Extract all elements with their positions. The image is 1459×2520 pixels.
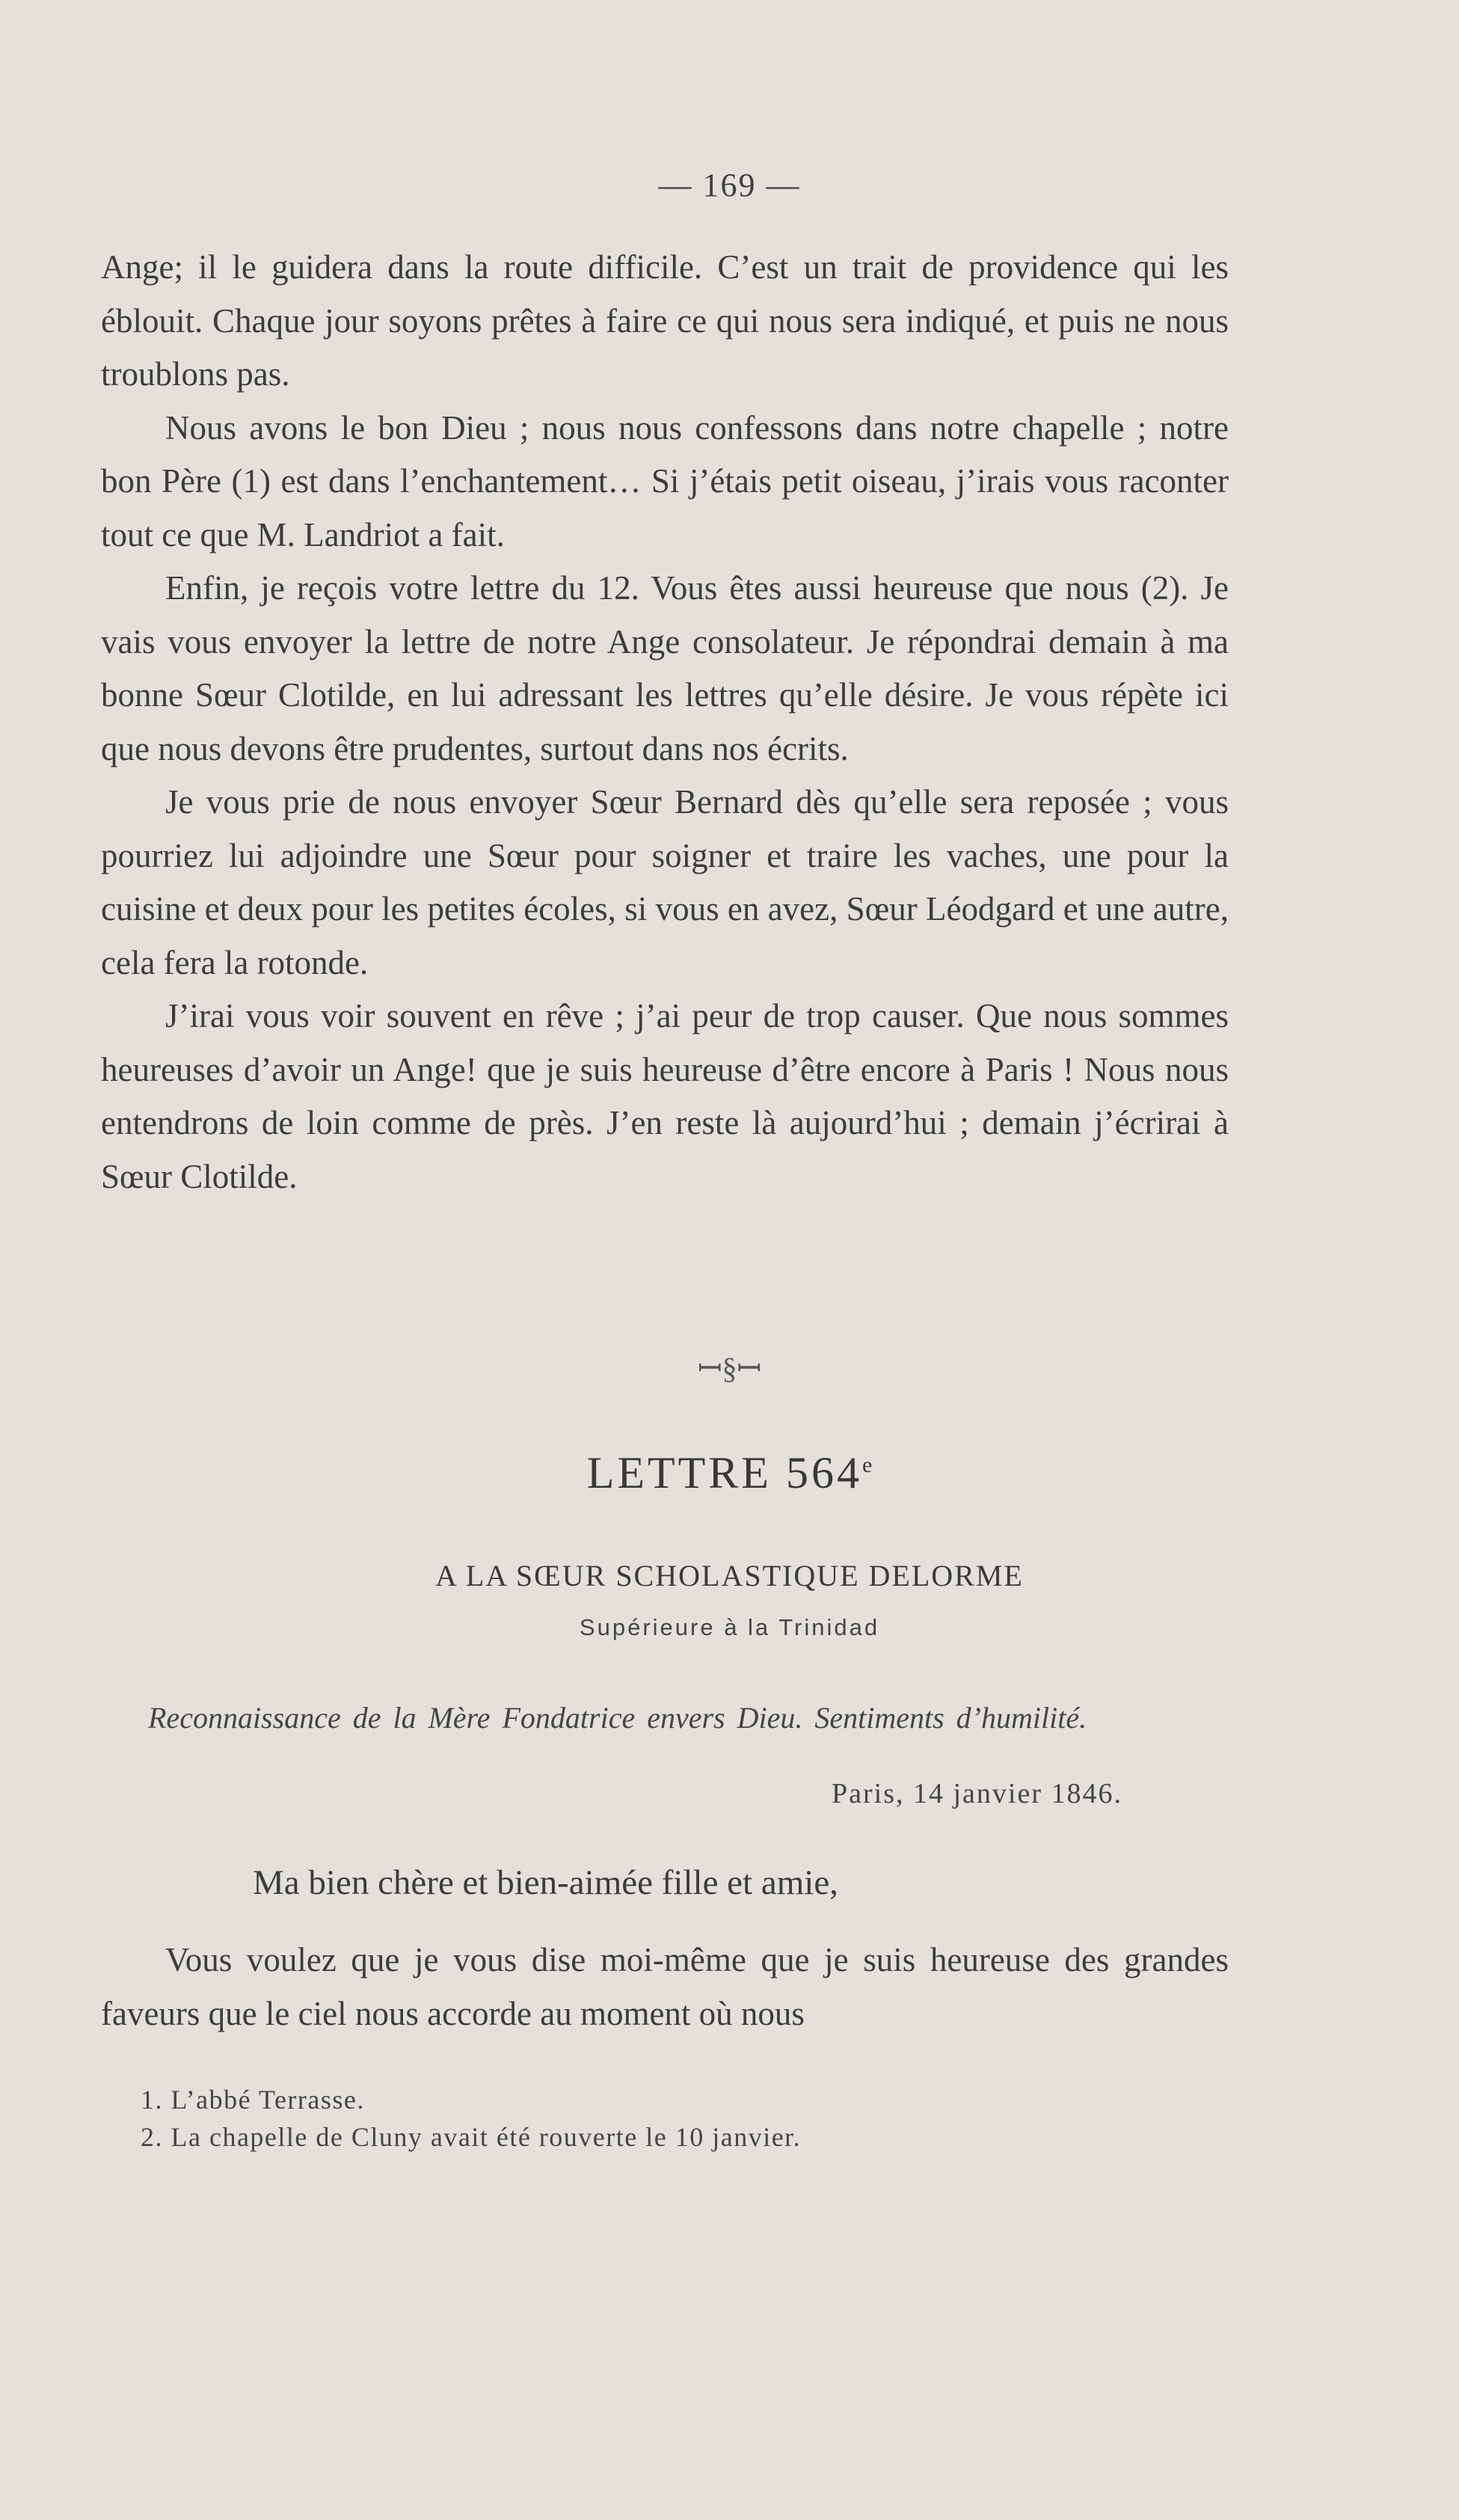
letter-recipient: A LA SŒUR SCHOLASTIQUE DELORME (435, 1559, 1024, 1592)
letter-summary: Reconnaissance de la Mère Fondatrice envers Dieu. Sentiments d’humilité. (148, 1701, 1087, 1735)
footnote: 1. L’abbé Terrasse. (141, 2085, 365, 2115)
paragraph: Enfin, je reçois votre lettre du 12. Vous êtes aussi heureuse que nous (2). Je vais vous envoyer la lettre de notre Ange consolateur. Je répondrai demain à ma bonne Sœur Clotilde, en lui adressant les lettres qu’elle désire. Je vous répète ici que nous devons être prudentes, surtout dans nos écrits. (101, 569, 1229, 767)
section-ornament: ꟷ§ꟷ (697, 1352, 762, 1385)
paragraph: Ange; il le guidera dans la route difficile. C’est un trait de providence qui les éblouit. Chaque jour soyons prêtes à faire ce qui nous sera indiqué, et puis ne nous troublons pas. (101, 248, 1229, 393)
letter-heading (0, 1447, 1459, 1499)
letter-number: LETTRE 564 (586, 1448, 862, 1497)
footnotes (141, 2081, 1225, 2156)
previous-letter-text (101, 241, 1229, 1204)
letter-salutation: Ma bien chère et bien-aimée fille et amie, (253, 1863, 838, 1902)
footnote: 2. La chapelle de Cluny avait été rouverte le 10 janvier. (141, 2122, 802, 2152)
page-number: — 169 — (658, 167, 801, 203)
letter-dateline: Paris, 14 janvier 1846. (831, 1778, 1122, 1809)
recipient-title: Supérieure à la Trinidad (579, 1614, 880, 1640)
paragraph: Vous voulez que je vous dise moi-même que je suis heureuse des grandes faveurs que le ciel nous accorde au moment où nous (101, 1941, 1229, 2032)
paragraph: Nous avons le bon Dieu ; nous nous confessons dans notre chapelle ; notre bon Père (1) est dans l’enchantement… Si j’étais petit oiseau, j’irais vous raconter tout ce que M. Landriot a fait. (101, 408, 1229, 554)
letter-text (101, 1934, 1229, 2041)
paragraph: J’irai vous voir souvent en rêve ; j’ai peur de trop causer. Que nous sommes heureuses d’avoir un Ange! que je suis heureuse d’être encore à Paris ! Nous nous entendrons de loin comme de près. J’en reste là aujourd’hui ; demain j’écrirai à Sœur Clotilde. (101, 997, 1229, 1195)
paragraph: Je vous prie de nous envoyer Sœur Bernard dès qu’elle sera reposée ; vous pourriez lui adjoindre une Sœur pour soigner et traire les vaches, une pour la cuisine et deux pour les petites écoles, si vous en avez, Sœur Léodgard et une autre, cela fera la rotonde. (101, 783, 1229, 981)
ordinal-suffix: e (861, 1453, 873, 1477)
